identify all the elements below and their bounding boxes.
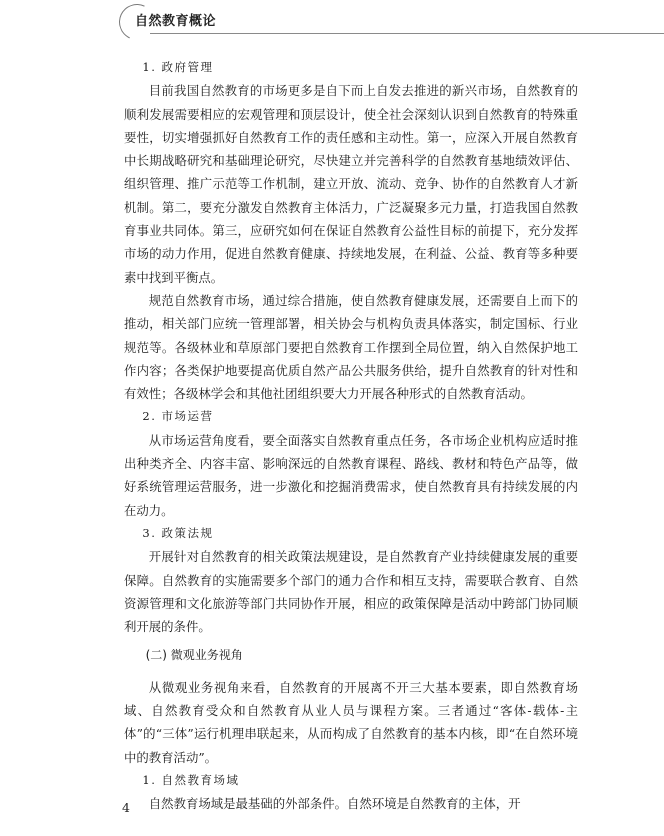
page-body [124,56,578,816]
section-heading: 3. 政策法规 [142,525,214,540]
section-heading: 2. 市场运营 [142,409,214,424]
paragraph: 从市场运营角度看，要全面落实自然教育重点任务，各市场企业机构应适时推出种类齐全、内容丰富、影响深远的自然教育课程、路线、教材和特色产品等，做好系统管理运营服务，进一步激化和挖掘消费需求，使自然教育具有持续发展的内在动力。 [124,432,578,518]
running-header [0,0,664,44]
section-heading: 1. 政府管理 [142,60,214,74]
paragraph: 规范自然教育市场，通过综合措施，使自然教育健康发展，还需要自上而下的推动，相关部门应统一管理部署，相关协会与机构负责具体落实，制定国标、行业规范等。各级林业和草原部门要把自然教育工作摆到全局位置，纳入自然保护地工作内容；各类保护地要提高优质自然产品公共服务供给，提升自然教育的针对性和有效性；各级林学会和其他社团组织要大力开展各种形式的自然教育活动。 [124,292,578,402]
header-title: 自然教育概论 [135,14,217,29]
section-heading: 1. 自然教育场域 [142,772,240,787]
paragraph: 自然教育场域是最基础的外部条件。自然环境是自然教育的主体，开 [148,796,521,812]
paragraph: 从微观业务视角来看，自然教育的开展离不开三大基本要素，即自然教育场域、自然教育受众和自然教育从业人员与课程方案。三者通过“客体-载体-主体”的“三体”运行机理串联起来，从而构成了自然教育的基本内核，即“在自然环境中的教育活动”。 [124,679,578,765]
paragraph: 目前我国自然教育的市场更多是自下而上自发去推进的新兴市场，自然教育的顺利发展需要相应的宏观管理和顶层设计，使全社会深刻认识到自然教育的特殊重要性，切实增强抓好自然教育工作的责任感和主动性。第一，应深入开展自然教育中长期战略研究和基础理论研究，尽快建立并完善科学的自然教育基地绩效评估、组织管理、推广示范等工作机制，建立开放、流动、竞争、协作的自然教育人才新机制。第二，要充分激发自然教育主体活力，广泛凝聚多元力量，打造我国自然教育事业共同体。第三，应研究如何在保证自然教育公益性目标的前提下，充分发挥市场的动力作用，促进自然教育健康、持续地发展，在利益、公益、教育等多种要素中找到平衡点。 [124,83,578,285]
subsection-heading: (二) 微观业务视角 [145,648,243,663]
header-rule [150,33,664,34]
page-number: 4 [122,800,130,815]
paragraph: 开展针对自然教育的相关政策法规建设，是自然教育产业持续健康发展的重要保障。自然教育的实施需要多个部门的通力合作和相互支持，需要联合教育、自然资源管理和文化旅游等部门共同协作开展，相应的政策保障是活动中跨部门协同顺利开展的条件。 [124,549,578,635]
